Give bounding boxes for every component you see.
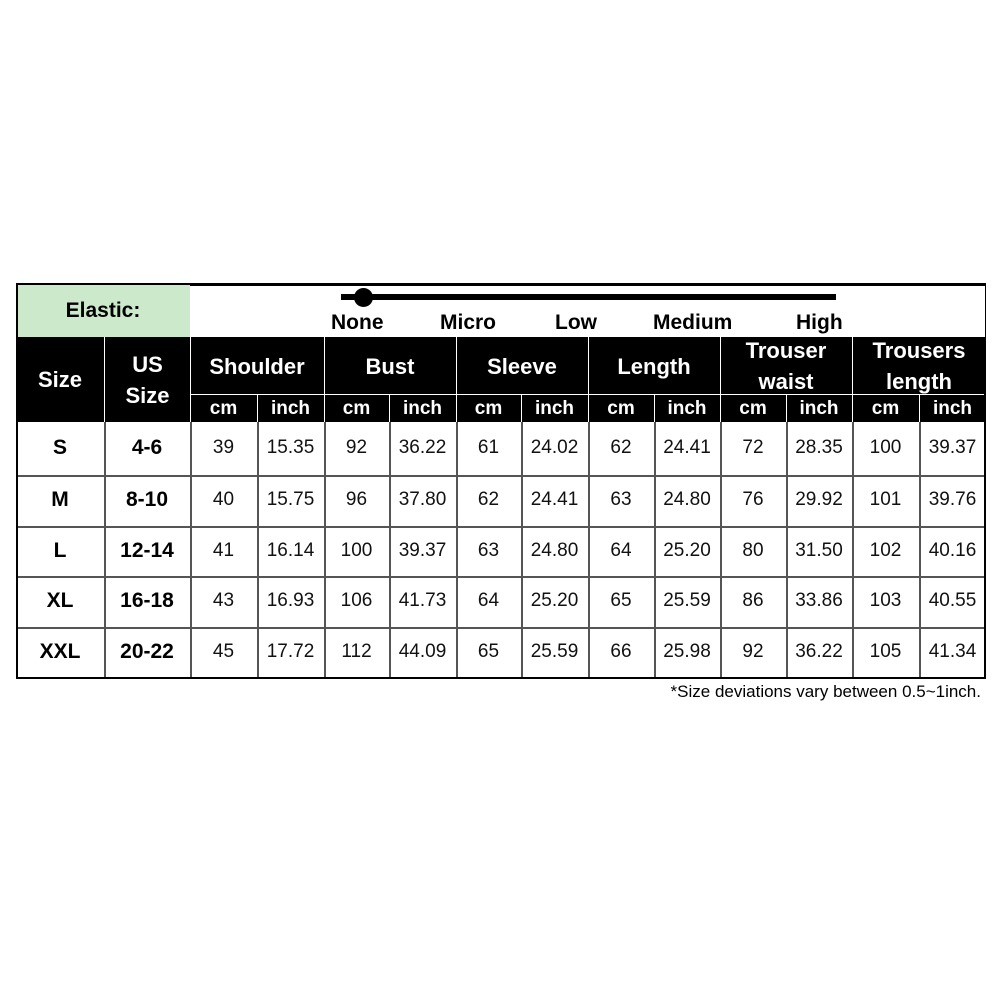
header-separator xyxy=(324,337,325,422)
unit-header-cm: cm xyxy=(720,395,786,422)
header-trouser-waist: Trouser waist xyxy=(720,337,852,395)
measurement-cell: 86 xyxy=(742,590,764,611)
header-us-size: US Size xyxy=(105,337,190,422)
grid-line xyxy=(389,422,391,677)
measurement-cell: 112 xyxy=(341,641,372,662)
measurement-cell: 44.09 xyxy=(398,641,447,662)
unit-header-inch: inch xyxy=(521,395,588,422)
measurement-cell: 16.93 xyxy=(266,590,315,611)
measurement-cell: 24.02 xyxy=(530,436,579,458)
measurement-cell: 24.80 xyxy=(663,489,711,510)
header-size: Size xyxy=(16,337,104,422)
size-cell: L xyxy=(53,539,67,562)
unit-header-cm: cm xyxy=(190,395,257,422)
measurement-cell: 40 xyxy=(212,489,235,510)
grid-line xyxy=(324,422,326,677)
measurement-cell: 33.86 xyxy=(795,590,843,611)
measurement-cell: 64 xyxy=(610,540,632,561)
measurement-cell: 39 xyxy=(212,436,235,458)
measurement-cell: 39.37 xyxy=(928,436,977,458)
elastic-option-medium: Medium xyxy=(653,311,733,334)
measurement-cell: 31.50 xyxy=(795,540,843,561)
elastic-option-none: None xyxy=(331,311,384,334)
unit-header-inch: inch xyxy=(257,395,324,422)
measurement-cell: 25.59 xyxy=(663,590,711,611)
measurement-cell: 15.75 xyxy=(266,489,315,510)
measurement-cell: 41.73 xyxy=(398,590,447,611)
measurement-cell: 41 xyxy=(212,540,235,561)
grid-line xyxy=(16,475,986,477)
measurement-cell: 62 xyxy=(610,436,632,458)
header-separator xyxy=(190,394,986,395)
header-shoulder: Shoulder xyxy=(190,337,324,395)
measurement-cell: 36.22 xyxy=(398,436,447,458)
grid-line xyxy=(456,422,458,677)
grid-line xyxy=(654,422,656,677)
measurement-cell: 92 xyxy=(742,641,764,662)
grid-line xyxy=(257,422,259,677)
unit-header-inch: inch xyxy=(654,395,720,422)
measurement-cell: 28.35 xyxy=(795,436,843,458)
measurement-cell: 65 xyxy=(477,641,500,662)
measurement-cell: 65 xyxy=(610,590,632,611)
measurement-cell: 61 xyxy=(477,436,500,458)
header-length: Length xyxy=(588,337,720,395)
grid-line xyxy=(16,677,986,679)
us-size-cell: 16-18 xyxy=(120,589,174,612)
grid-line xyxy=(190,422,192,677)
us-size-cell: 12-14 xyxy=(120,539,174,562)
header-bust: Bust xyxy=(324,337,456,395)
elastic-option-high: High xyxy=(796,311,843,334)
header-sleeve: Sleeve xyxy=(456,337,588,395)
grid-line xyxy=(16,283,18,679)
size-cell: S xyxy=(52,435,67,459)
measurement-cell: 25.20 xyxy=(530,590,579,611)
measurement-cell: 16.14 xyxy=(266,540,315,561)
header-separator xyxy=(521,395,522,422)
elastic-option-low: Low xyxy=(555,311,597,334)
size-cell: XXL xyxy=(39,640,81,663)
measurement-cell: 100 xyxy=(869,436,902,458)
measurement-cell: 64 xyxy=(477,590,500,611)
measurement-cell: 63 xyxy=(477,540,500,561)
measurement-cell: 45 xyxy=(212,641,235,662)
measurement-cell: 106 xyxy=(340,590,373,611)
measurement-cell: 41.34 xyxy=(928,641,977,662)
header-separator xyxy=(588,337,589,422)
header-separator xyxy=(786,395,787,422)
grid-line xyxy=(521,422,523,677)
header-separator xyxy=(720,337,721,422)
measurement-cell: 100 xyxy=(340,540,373,561)
header-trousers-length: Trousers length xyxy=(852,337,986,395)
header-separator xyxy=(456,337,457,422)
elastic-scale-marker xyxy=(354,288,373,307)
us-size-cell: 8-10 xyxy=(125,488,169,511)
measurement-cell: 25.59 xyxy=(530,641,579,662)
measurement-cell: 40.55 xyxy=(928,590,977,611)
measurement-cell: 39.37 xyxy=(398,540,447,561)
unit-header-inch: inch xyxy=(389,395,456,422)
header-separator xyxy=(919,395,920,422)
measurement-cell: 29.92 xyxy=(795,489,843,510)
us-size-cell: 20-22 xyxy=(120,640,174,663)
measurement-cell: 15.35 xyxy=(266,436,315,458)
measurement-cell: 63 xyxy=(610,489,632,510)
header-separator xyxy=(852,337,853,422)
measurement-cell: 92 xyxy=(345,436,368,458)
header-separator xyxy=(104,337,105,422)
grid-line xyxy=(919,422,921,677)
measurement-cell: 66 xyxy=(610,641,632,662)
measurement-cell: 102 xyxy=(869,540,902,561)
measurement-cell: 24.41 xyxy=(530,489,579,510)
measurement-cell: 101 xyxy=(869,489,902,510)
measurement-cell: 62 xyxy=(477,489,500,510)
measurement-cell: 39.76 xyxy=(928,489,977,510)
unit-header-inch: inch xyxy=(786,395,852,422)
us-size-cell: 4-6 xyxy=(131,435,163,459)
unit-header-cm: cm xyxy=(456,395,521,422)
header-separator xyxy=(654,395,655,422)
unit-header-cm: cm xyxy=(852,395,919,422)
grid-line xyxy=(588,422,590,677)
measurement-cell: 25.98 xyxy=(663,641,711,662)
elastic-scale-line xyxy=(341,294,836,300)
grid-line xyxy=(16,526,986,528)
measurement-cell: 80 xyxy=(742,540,764,561)
measurement-cell: 72 xyxy=(742,436,764,458)
grid-line xyxy=(984,337,986,679)
measurement-cell: 37.80 xyxy=(398,489,447,510)
header-separator xyxy=(257,395,258,422)
unit-header-inch: inch xyxy=(919,395,986,422)
elastic-label: Elastic: xyxy=(16,285,190,337)
grid-line xyxy=(16,627,986,629)
grid-line xyxy=(16,576,986,578)
unit-header-cm: cm xyxy=(588,395,654,422)
grid-line xyxy=(104,422,106,677)
measurement-cell: 25.20 xyxy=(663,540,711,561)
footnote: *Size deviations vary between 0.5~1inch. xyxy=(670,682,981,701)
grid-line xyxy=(720,422,722,677)
measurement-cell: 105 xyxy=(869,641,902,662)
elastic-option-micro: Micro xyxy=(440,311,497,334)
measurement-cell: 24.41 xyxy=(663,436,711,458)
header-separator xyxy=(389,395,390,422)
size-cell: M xyxy=(51,488,69,511)
unit-header-cm: cm xyxy=(324,395,389,422)
measurement-cell: 76 xyxy=(742,489,764,510)
header-separator xyxy=(190,337,191,422)
measurement-cell: 17.72 xyxy=(266,641,315,662)
measurement-cell: 103 xyxy=(869,590,902,611)
measurement-cell: 36.22 xyxy=(795,641,843,662)
grid-line xyxy=(852,422,854,677)
measurement-cell: 96 xyxy=(345,489,368,510)
measurement-cell: 43 xyxy=(212,590,235,611)
measurement-cell: 40.16 xyxy=(928,540,977,561)
size-cell: XL xyxy=(46,589,74,612)
measurement-cell: 24.80 xyxy=(530,540,579,561)
grid-line xyxy=(786,422,788,677)
